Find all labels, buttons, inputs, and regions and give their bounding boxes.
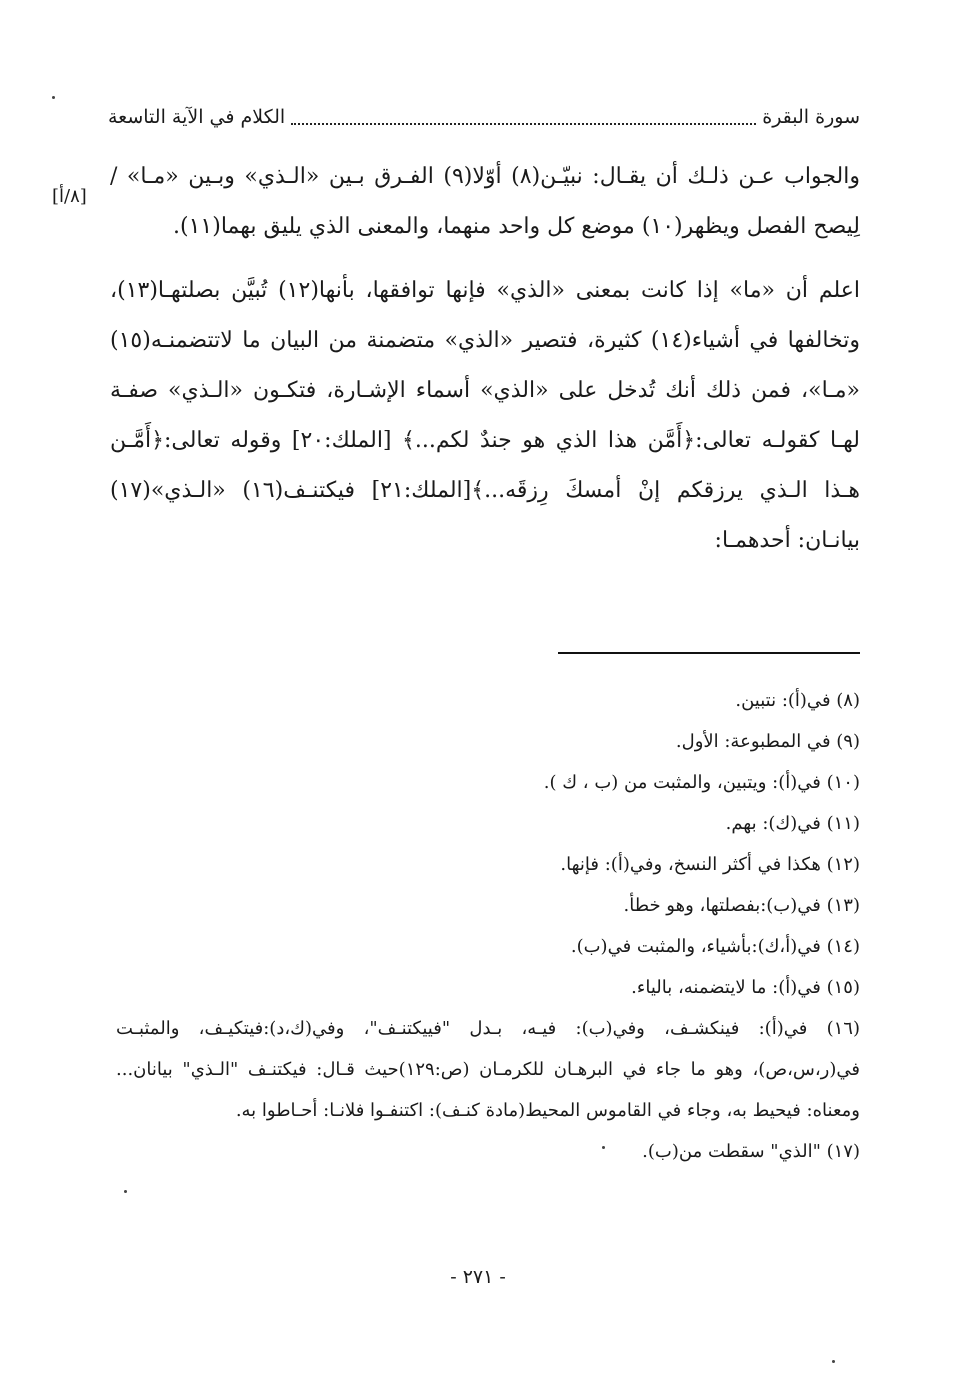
main-text bbox=[110, 152, 860, 566]
footnote-11: (١١) في(ك): بهم. bbox=[725, 813, 860, 834]
footnote-15: (١٥) في(أ): ما لايتضمنه، بالياء. bbox=[631, 977, 860, 998]
footnote-12: (١٢) هكذا في أكثر النسخ، وفي(أ): فإنها. bbox=[560, 854, 860, 875]
header-surah: سورة البقرة bbox=[762, 106, 860, 128]
running-header bbox=[108, 100, 860, 134]
footnote-separator bbox=[558, 652, 860, 654]
footnote-13: (١٣) في(ب):بفصلتها، وهو خطأ. bbox=[623, 895, 860, 916]
scan-speck bbox=[124, 1190, 127, 1193]
scan-speck bbox=[52, 96, 55, 99]
paragraph-1: والجواب عـن ذلـك أن يقـال: نبيّـن(٨) أوّلا(٩) الفـرق بـين «الـذي» وبـين «مـا» / لِيصح الفصل ويظهر(١٠) موضع كل واحد منهما، والمعنى الذي يليق بهما(١١). bbox=[110, 164, 861, 239]
footnote-8: (٨) في(أ): نتبين. bbox=[735, 690, 860, 711]
scan-speck bbox=[602, 1146, 605, 1149]
header-topic: الكلام في الآية التاسعة bbox=[108, 106, 286, 128]
footnote-16: (١٦) في(أ): فينكشـف، وفي(ب): فيـه، بـدل "فييكتنـف"، وفي(ك،د):فيتكيـف، والمثبـت في(ر،س،ص)، وهو ما جاء في البرهـان للكرمـان (ص:١٢٩)حيث قـال: فيكتنـف "الـذي" بيانان... ومعناه: فيحيط به، وجاء في القاموس المحيط(مادة كنـف): اكتنفـوا فلانـا: أحـاطوا به. bbox=[116, 1018, 860, 1121]
paragraph-2: اعلم أن «ما» إذا كانت بمعنى «الذي» فإنها توافقها، بأنها(١٢) تُبيَّن بصلتهـا(١٣)، وتخالفها في أشياء(١٤) كثيرة، فتصير «الذي» متضمنة من البيان ما لاتتضمنـه(١٥) «مـا»، فمن ذلك أنك تُدخل على «الذي» أسماء الإشـارة، فتكـون «الـذي» صفـة لهـا كقولـه تعالى:﴿أَمَّن هذا الذي هو جندٌ لكم...﴾ [الملك:٢٠] وقوله تعالى:﴿أَمَّـن هـذا الـذي يرزقكم إنْ أمسكَ رِزقَه...﴾[الملك:٢١] فيكتنـف(١٦) «الـذي»(١٧) بيانـان: أحدهمـا: bbox=[110, 278, 861, 553]
manuscript-folio-ref: [٨/أ] bbox=[52, 186, 87, 207]
footnote-10: (١٠) في(أ): ويتبين، والمثبت من (ب ، ك ). bbox=[543, 772, 860, 793]
footnote-17: (١٧) "الذي" سقطت من(ب). bbox=[642, 1141, 860, 1162]
footnotes bbox=[116, 680, 860, 1172]
scan-speck bbox=[832, 1360, 835, 1363]
page-number: - ٢٧١ - bbox=[450, 1266, 506, 1288]
footnote-14: (١٤) في(أ،ك):بأشياء، والمثبت في(ب). bbox=[570, 936, 860, 957]
header-dot-leader bbox=[291, 109, 756, 125]
footnote-9: (٩) في المطبوعة: الأول. bbox=[675, 731, 860, 752]
